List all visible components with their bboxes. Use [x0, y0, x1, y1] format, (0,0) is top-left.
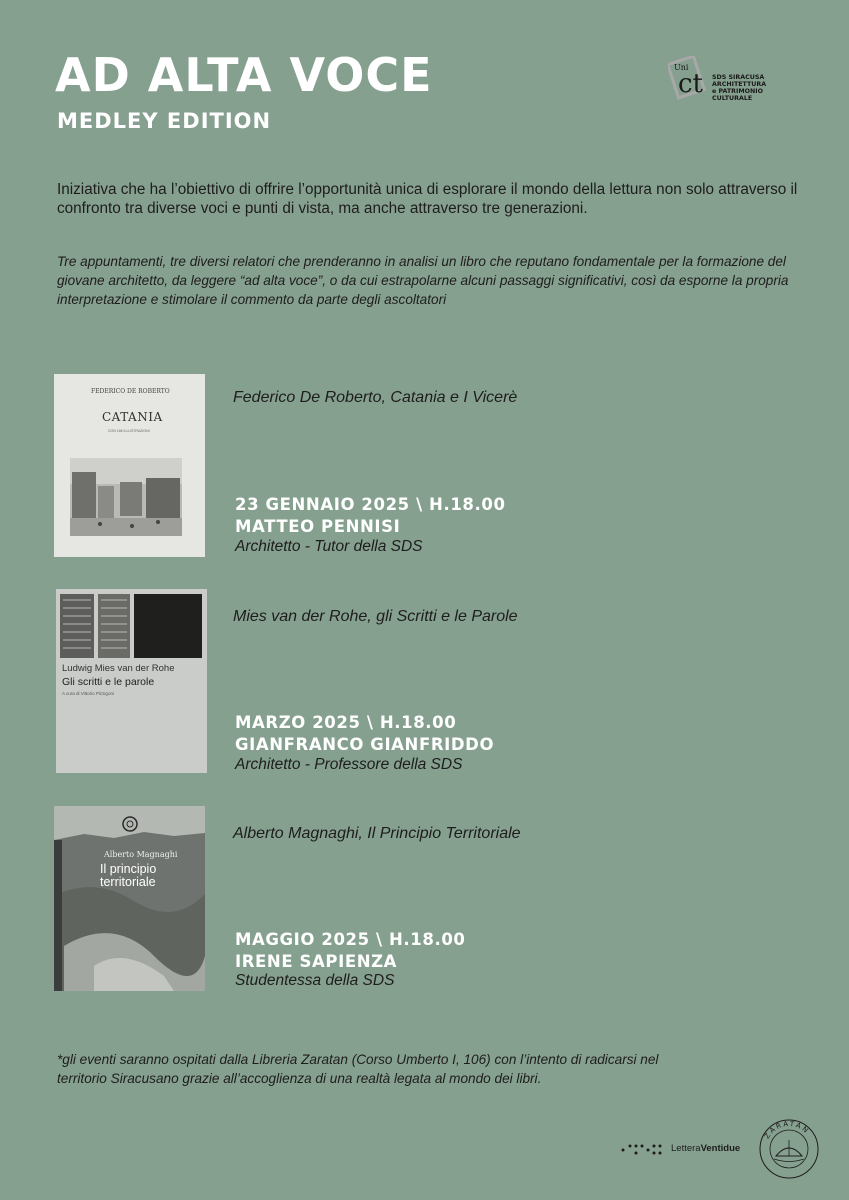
letteraventidue-logo [620, 1140, 745, 1160]
event-1-book: Federico De Roberto, Catania e I Vicerè [233, 389, 518, 406]
event-1-date: 23 GENNAIO 2025 \ H.18.00 [235, 495, 506, 514]
cover-author: Alberto Magnaghi [104, 850, 178, 859]
event-2-speaker: GIANFRANCO GIANFRIDDO [235, 735, 495, 754]
zaratan-seal-icon [758, 1118, 820, 1180]
footnote: *gli eventi saranno ospitati dalla Libreria Zaratan (Corso Umberto I, 106) con l’intento di radicarsi nel territorio Siracusano grazie all’accoglienza di una realtà legata al mondo dei libri. [57, 1052, 659, 1086]
mies-cover-photos [60, 594, 202, 658]
event-3-role: Studentessa della SDS [235, 972, 395, 989]
event-2-date: MARZO 2025 \ H.18.00 [235, 713, 457, 732]
event-1-role: Architetto - Tutor della SDS [235, 538, 423, 555]
cover-author: FEDERICO DE ROBERTO [91, 388, 170, 395]
event-1-speaker: MATTEO PENNISI [235, 517, 401, 536]
event-3-date: MAGGIO 2025 \ H.18.00 [235, 930, 466, 949]
sds-logo [668, 56, 798, 100]
zaratan-logo [758, 1118, 820, 1180]
logo-mark-text: Uni [674, 63, 689, 72]
cover-note: CON 166 ILLUSTRAZIONI [108, 429, 150, 433]
cover-author: Ludwig Mies van der Rohe [62, 663, 175, 674]
sds-logo-mark [668, 56, 706, 100]
cover-note: A cura di Vittorio Pizzigoni [62, 691, 114, 696]
description-text: Tre appuntamenti, tre diversi relatori che prenderanno in analisi un libro che reputano fondamentale per la formazione del giovane architetto, da leggere “ad alta voce”, o da cui estrapolarne alcuni passaggi significativi, così da esporne la propria interpretazione e stimolare il commento da parte degli ascoltatori [57, 254, 789, 307]
cover-title: CATANIA [102, 410, 163, 424]
book-cover-catania [54, 374, 205, 557]
event-3-book: Alberto Magnaghi, Il Principio Territoriale [233, 825, 521, 842]
book-cover-mies [56, 589, 207, 773]
cover-title-line1: Il principio [100, 862, 157, 876]
event-2-book: Mies van der Rohe, gli Scritti e le Parole [233, 608, 518, 625]
cover-title-line2: territoriale [100, 875, 156, 889]
lettera-text: Lettera [671, 1143, 701, 1154]
logo-line-2: ARCHITETTURA [712, 81, 767, 88]
zaratan-text: ZARATAN [762, 1119, 812, 1141]
letteraventidue-dots-icon [620, 1140, 666, 1160]
catania-photo [70, 458, 182, 536]
event-3-speaker: IRENE SAPIENZA [235, 952, 398, 971]
magnaghi-landscape [54, 806, 205, 991]
svg-text:ct: ct [678, 69, 704, 99]
page-title: AD ALTA VOCE [55, 48, 433, 102]
logo-line-1: SDS SIRACUSA [712, 74, 765, 81]
event-2-role: Architetto - Professore della SDS [235, 756, 463, 773]
logo-line-3: e PATRIMONIO CULTURALE [712, 88, 763, 102]
page-subtitle: MEDLEY EDITION [57, 109, 272, 133]
book-cover-magnaghi [54, 806, 205, 991]
ventidue-text: Ventidue [700, 1143, 741, 1154]
intro-text: Iniziativa che ha l’obiettivo di offrire l’opportunità unica di esplorare il mondo della lettura non solo attraverso il confronto tra diverse voci e punti di vista, ma anche attraverso tre generazioni. [57, 181, 798, 217]
cover-title: Gli scritti e le parole [62, 676, 155, 688]
